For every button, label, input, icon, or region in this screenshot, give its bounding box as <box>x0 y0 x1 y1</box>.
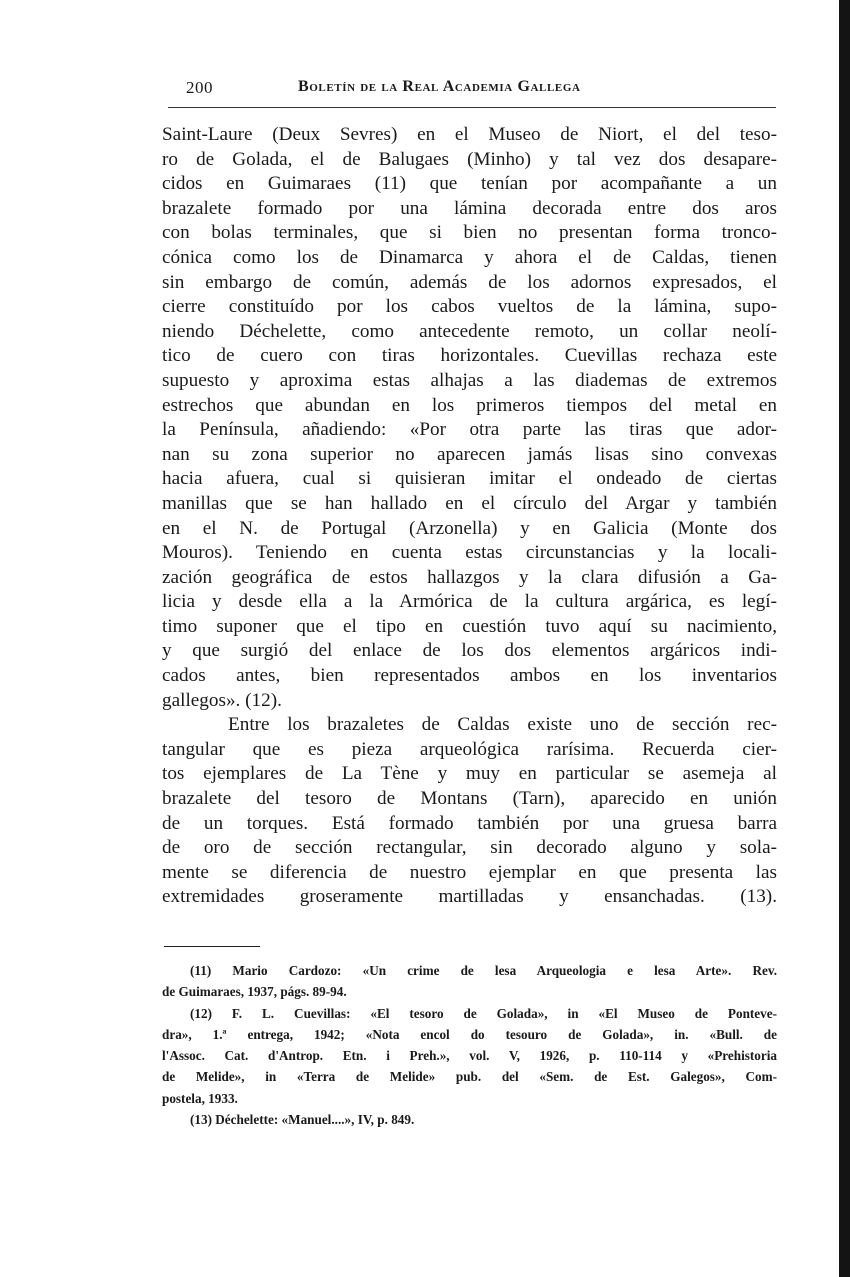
header-rule <box>168 107 776 108</box>
text-line: nan su zona superior no aparecen jamás lisas sino convexas <box>162 443 777 465</box>
text-line: sin embargo de común, además de los adornos expresados, el <box>162 271 777 293</box>
text-line: niendo Déchelette, como antecedente remoto, un collar neolí- <box>162 320 777 342</box>
text-line: tangular que es pieza arqueológica rarísima. Recuerda cier- <box>162 738 777 760</box>
text-line: ro de Golada, el de Balugaes (Minho) y tal vez dos desapare- <box>162 148 777 170</box>
text-line: timo suponer que el tipo en cuestión tuvo aquí su nacimiento, <box>162 615 777 637</box>
text-line: en el N. de Portugal (Arzonella) y en Galicia (Monte dos <box>162 517 777 539</box>
text-line: supuesto y aproxima estas alhajas a las diademas de extremos <box>162 369 777 391</box>
text-line: y que surgió del enlace de los dos elementos argáricos indi- <box>162 640 777 662</box>
page-number: 200 <box>186 78 213 97</box>
text-line: tico de cuero con tiras horizontales. Cuevillas rechaza este <box>162 345 777 367</box>
text-line: licia y desde ella a la Armórica de la cultura argárica, es legí- <box>162 591 777 613</box>
footnote-line: (13) Déchelette: «Manuel....», IV, p. 849. <box>190 1112 415 1128</box>
text-line: zación geográfica de estos hallazgos y la clara difusión a Ga- <box>162 566 777 588</box>
text-line: manillas que se han hallado en el círculo del Argar y también <box>162 492 777 514</box>
text-line: brazalete formado por una lámina decorada entre dos aros <box>162 197 777 219</box>
text-line: cidos en Guimaraes (11) que tenían por acompañante a un <box>162 173 777 195</box>
footnote-line: dra», 1.ª entrega, 1942; «Nota encol do tesouro de Golada», in. «Bull. de <box>162 1026 777 1042</box>
text-line: la Península, añadiendo: «Por otra parte las tiras que ador- <box>162 419 777 441</box>
text-line: cierre constituído por los cabos vueltos de la lámina, supo- <box>162 296 777 318</box>
running-title: Boletín de la Real Academia Gallega <box>298 78 581 95</box>
text-line: hacia afuera, cual si quisieran imitar el ondeado de ciertas <box>162 468 777 490</box>
footnote-line: de Guimaraes, 1937, págs. 89-94. <box>162 984 347 1000</box>
text-line: brazalete del tesoro de Montans (Tarn), aparecido en unión <box>162 788 777 810</box>
text-line: estrechos que abundan en los primeros tiempos del metal en <box>162 394 777 416</box>
footnote-line: (12) F. L. Cuevillas: «El tesoro de Golada», in «El Museo de Ponteve- <box>190 1005 777 1021</box>
footnote-line: postela, 1933. <box>162 1090 238 1106</box>
footnote-line: l'Assoc. Cat. d'Antrop. Etn. i Preh.», vol. V, 1926, p. 110-114 y «Prehistoria <box>162 1048 777 1064</box>
scan-edge <box>839 0 850 1277</box>
page-header <box>168 74 776 108</box>
text-line: cónica como los de Dinamarca y ahora el de Caldas, tienen <box>162 246 777 268</box>
text-line: mente se diferencia de nuestro ejemplar en que presenta las <box>162 861 777 883</box>
footnote-rule <box>164 946 260 947</box>
text-line: extremidades groseramente martilladas y ensanchadas. (13). <box>162 886 777 908</box>
footnotes <box>162 960 777 1130</box>
body-text <box>162 123 777 910</box>
text-line: Saint-Laure (Deux Sevres) en el Museo de Niort, el del teso- <box>162 124 777 145</box>
text-line: de oro de sección rectangular, sin decorado alguno y sola- <box>162 837 777 859</box>
text-line: con bolas terminales, que si bien no presentan forma tronco- <box>162 222 777 244</box>
text-line: Entre los brazaletes de Caldas existe uno de sección rec- <box>228 714 777 736</box>
text-line: de un torques. Está formado también por una gruesa barra <box>162 812 777 834</box>
text-line: cados antes, bien representados ambos en los inventarios <box>162 665 777 687</box>
text-line: tos ejemplares de La Tène y muy en particular se asemeja al <box>162 763 777 785</box>
footnote-line: de Melide», in «Terra de Melide» pub. del «Sem. de Est. Galegos», Com- <box>162 1069 777 1085</box>
text-line: gallegos». (12). <box>162 689 282 711</box>
footnote-line: (11) Mario Cardozo: «Un crime de lesa Arqueologia e lesa Arte». Rev. <box>190 963 777 978</box>
text-line: Mouros). Teniendo en cuenta estas circunstancias y la locali- <box>162 542 777 564</box>
